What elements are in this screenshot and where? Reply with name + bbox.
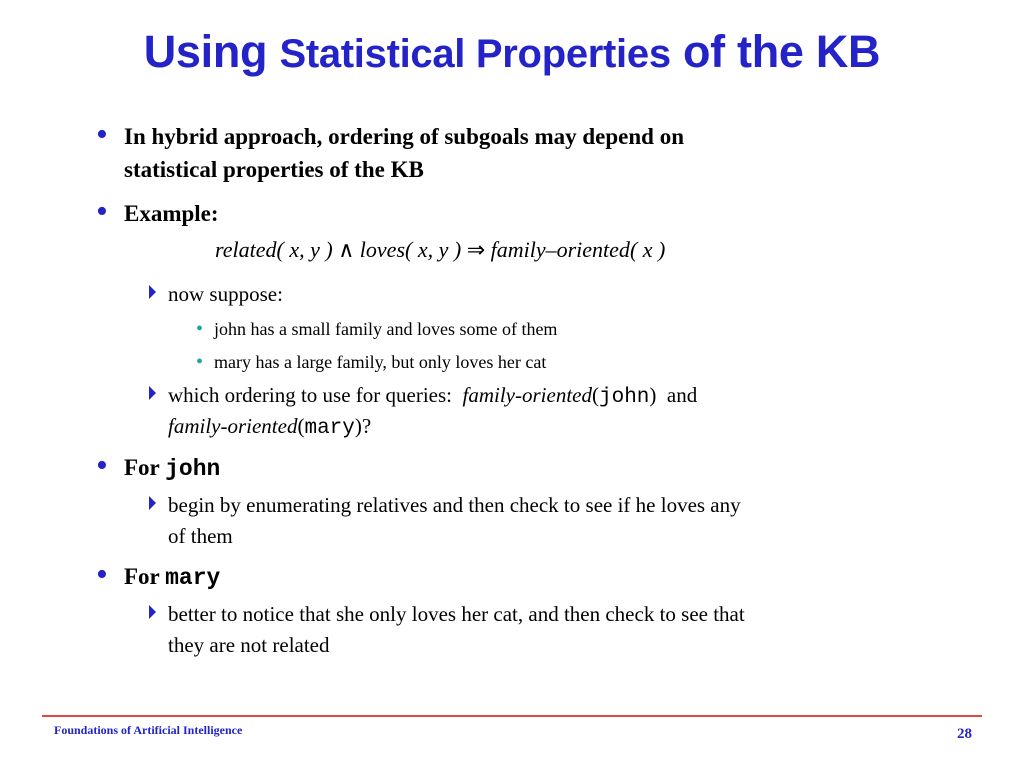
- sub-bullet-john: john has a small family and loves some of them: [214, 319, 558, 339]
- sub-bullet-mary: mary has a large family, but only loves her cat: [214, 352, 547, 372]
- bullet-icon: •: [96, 556, 108, 593]
- which-ordering-line2: family-oriented(mary)?: [168, 414, 372, 440]
- bullet-hybrid-line1: In hybrid approach, ordering of subgoals may depend on: [124, 124, 685, 149]
- bullet-example: Example:: [124, 201, 219, 226]
- mary-detail-line1: better to notice that she only loves her cat, and then check to see that: [168, 602, 745, 626]
- triangle-bullet-icon: [149, 496, 156, 510]
- triangle-bullet-icon: [149, 605, 156, 619]
- john-detail-line2: of them: [168, 524, 233, 548]
- triangle-bullet-icon: [149, 386, 156, 400]
- bullet-icon: •: [96, 447, 108, 484]
- which-ordering-line1: which ordering to use for queries: family-oriented(john) and: [168, 383, 698, 409]
- bullet-icon: •: [96, 116, 108, 153]
- john-detail-line1: begin by enumerating relatives and then check to see if he loves any: [168, 493, 741, 517]
- now-suppose-text: now suppose:: [168, 282, 283, 306]
- for-john-heading: For john: [124, 455, 221, 482]
- bullet-icon: •: [196, 351, 204, 373]
- footer-course-title: Foundations of Artificial Intelligence: [54, 723, 243, 737]
- formula: related( x, y ) ∧ loves( x, y ) ⇒ family–oriented( x ): [215, 237, 666, 262]
- bullet-icon: •: [96, 193, 108, 230]
- for-mary-heading: For mary: [124, 564, 221, 591]
- bullet-hybrid-line2: statistical properties of the KB: [124, 157, 424, 182]
- triangle-bullet-icon: [149, 285, 156, 299]
- slide-title: Using Statistical Properties of the KB: [143, 26, 881, 77]
- footer-divider: [42, 715, 982, 717]
- page-number: 28: [957, 726, 972, 742]
- mary-detail-line2: they are not related: [168, 633, 330, 657]
- bullet-icon: •: [196, 318, 204, 340]
